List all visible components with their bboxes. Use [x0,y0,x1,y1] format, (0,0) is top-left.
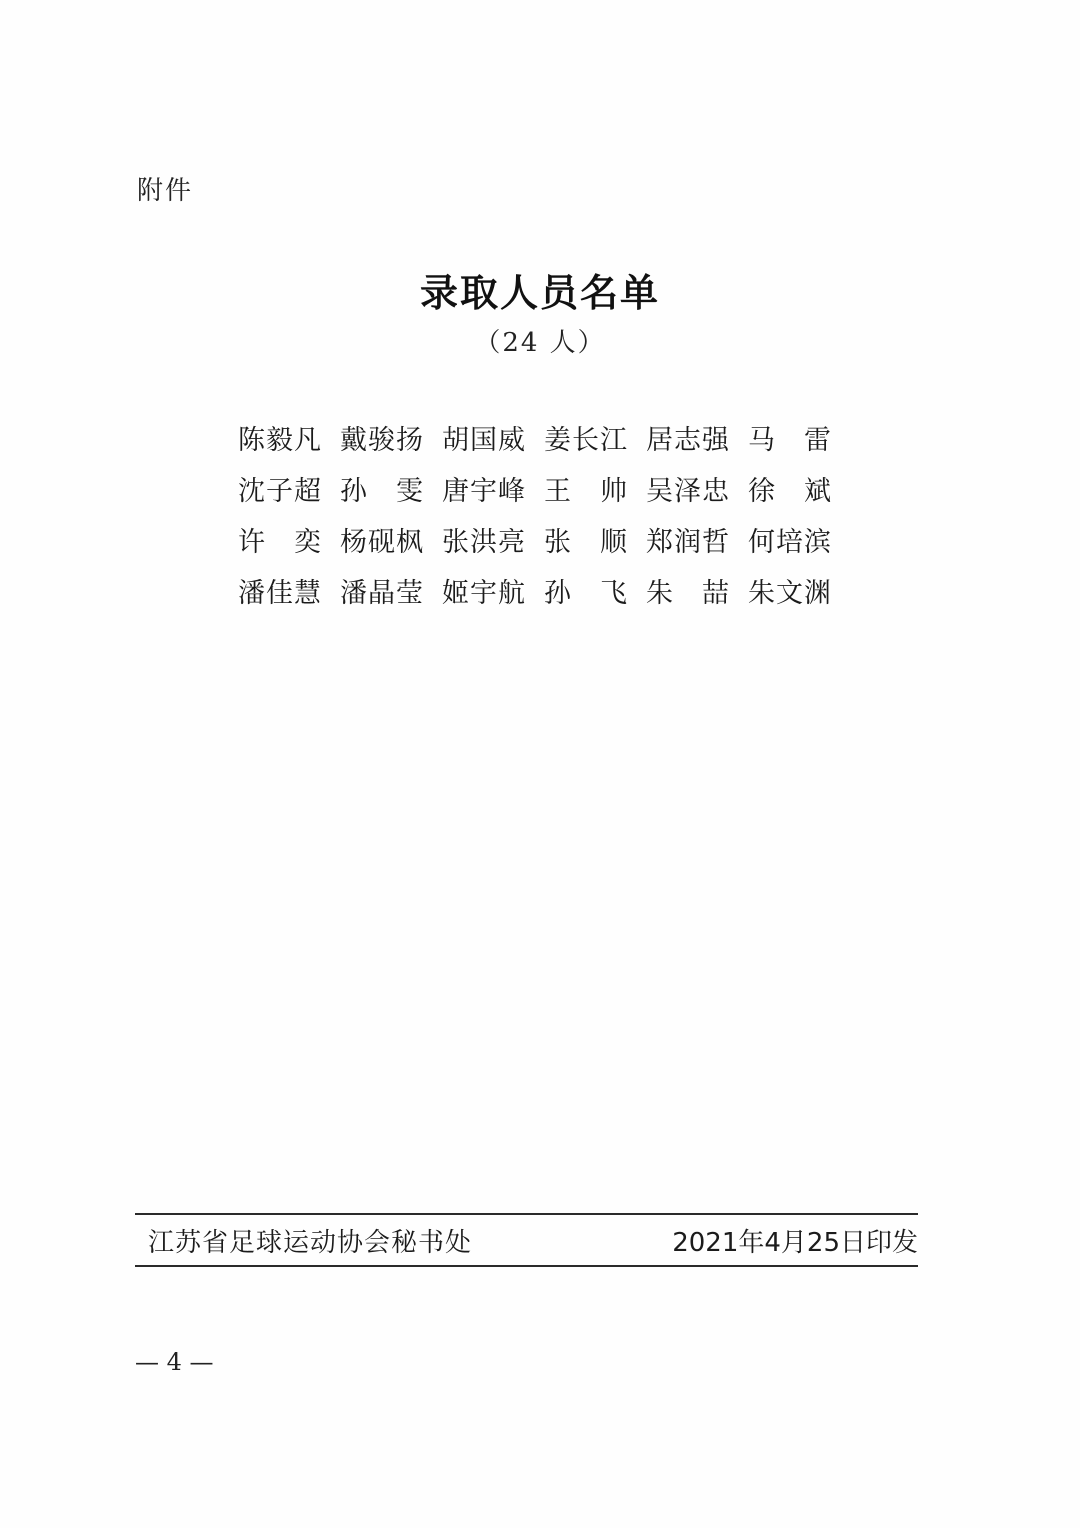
name-entry: 王 帅 [544,476,628,507]
name-entry: 孙 飞 [544,578,628,609]
issuer-name: 江苏省足球运动协会秘书处 [148,1228,473,1258]
name-entry: 潘晶莹 [340,578,424,609]
name-entry: 徐 斌 [748,476,832,507]
issue-date: 2021年4月25日印发 [672,1228,918,1258]
headcount-subtitle: （24 人） [474,328,606,358]
name-entry: 居志强 [646,425,730,456]
footer-bottom-rule [135,1265,918,1267]
name-entry: 马 雷 [748,425,832,456]
name-entry: 吴泽忠 [646,476,730,507]
name-entry: 姜长江 [544,425,628,456]
name-entry: 潘佳慧 [238,578,322,609]
name-entry: 杨砚枫 [340,527,424,558]
name-entry: 张 顺 [544,527,628,558]
name-entry: 何培滨 [748,527,832,558]
name-entry: 许 奕 [238,527,322,558]
name-entry: 姬宇航 [442,578,526,609]
name-entry: 胡国威 [442,425,526,456]
name-entry: 孙 雯 [340,476,424,507]
name-entry: 唐宇峰 [442,476,526,507]
admitted-names-list [238,422,848,626]
attachment-label: 附件 [137,176,194,206]
page-number: — 4 — [135,1348,214,1376]
name-entry: 沈子超 [238,476,322,507]
name-entry: 戴骏扬 [340,425,424,456]
name-entry: 朱 喆 [646,578,730,609]
document-title: 录取人员名单 [419,271,660,315]
name-entry: 郑润哲 [646,527,730,558]
name-entry: 朱文渊 [748,578,832,609]
name-entry: 陈毅凡 [238,425,322,456]
name-entry: 张洪亮 [442,527,526,558]
footer-top-rule [135,1213,918,1215]
